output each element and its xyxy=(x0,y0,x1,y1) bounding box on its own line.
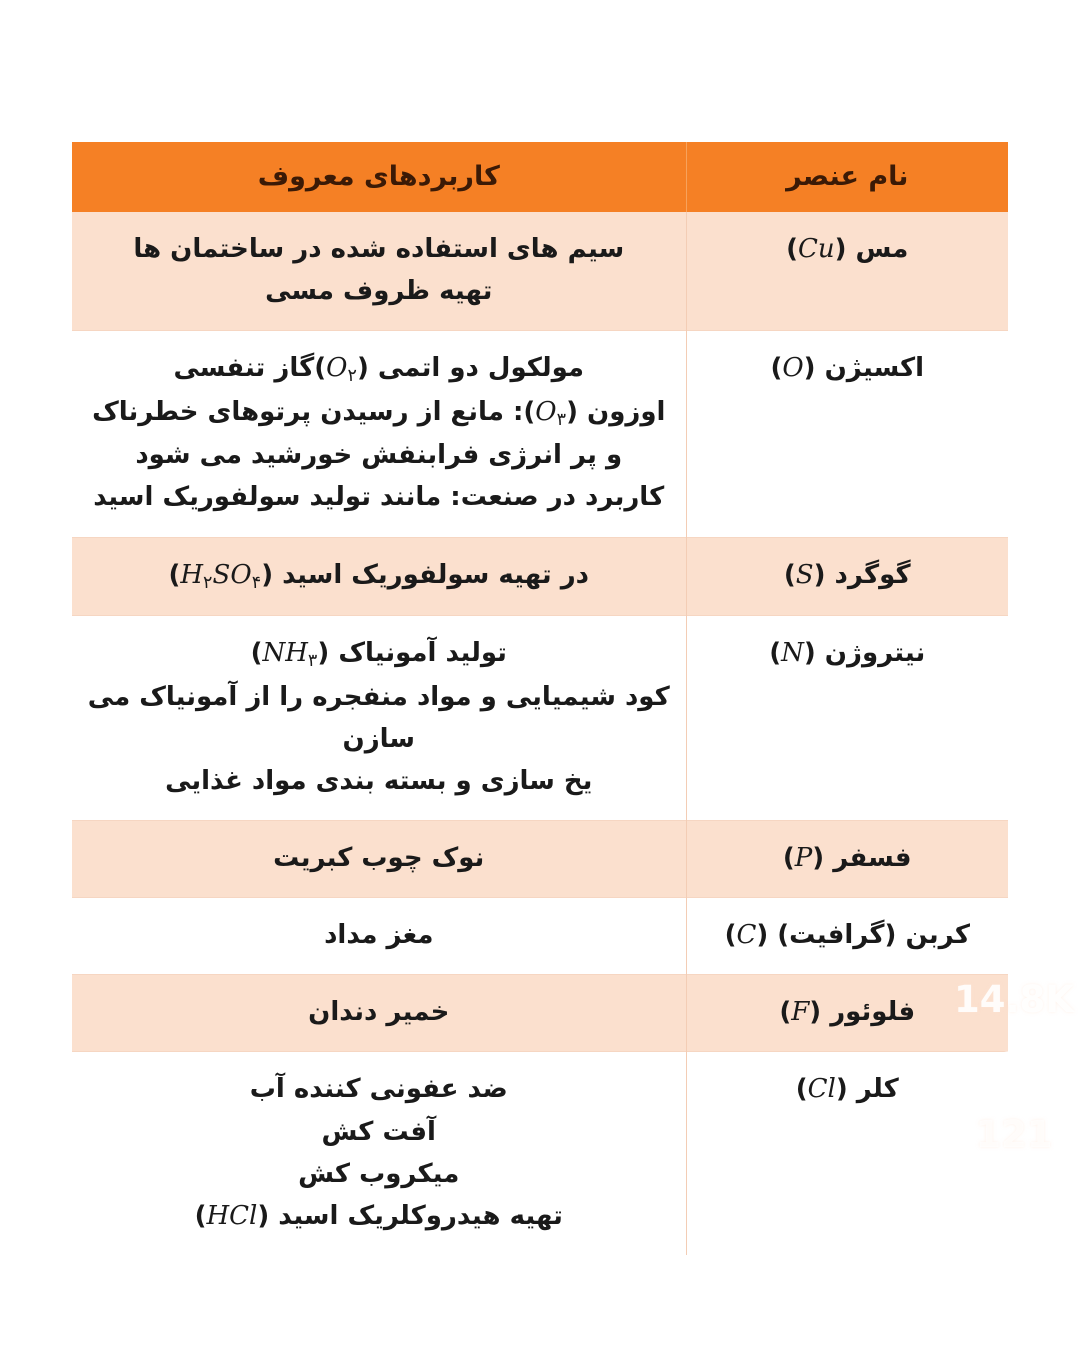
use-line: و پر انرژی فرابنفش خورشید می شود xyxy=(135,440,623,471)
use-line: کاربرد در صنعت: مانند تولید سولفوریک اسید xyxy=(93,482,665,513)
element-name-cell: اکسیژن (O) xyxy=(686,331,1008,537)
elements-table-container xyxy=(72,142,1008,1255)
table-row xyxy=(72,331,1008,537)
element-uses-cell xyxy=(72,898,686,975)
comment-count: 121 xyxy=(975,1112,1053,1156)
element-uses-cell xyxy=(72,616,686,821)
use-line: سازن xyxy=(342,723,415,754)
element-uses-cell xyxy=(72,212,686,331)
table-header xyxy=(72,142,1008,212)
table-row xyxy=(72,212,1008,331)
element-uses-cell xyxy=(72,975,686,1052)
use-line: نوک چوب کبریت xyxy=(273,843,485,874)
table-row xyxy=(72,537,1008,616)
table-row xyxy=(72,1052,1008,1255)
element-name-cell: فسفر (P) xyxy=(686,821,1008,898)
use-line: میکروب کش xyxy=(298,1158,460,1189)
use-line: تولید آمونیاک $(NH_۳)$ xyxy=(250,638,507,672)
element-name-cell: گوگرد (S) xyxy=(686,537,1008,616)
element-name-cell: نیتروژن (N) xyxy=(686,616,1008,821)
use-line: کود شیمیایی و مواد منفجره را از آمونیاک می xyxy=(87,681,670,712)
table-row xyxy=(72,975,1008,1052)
table-row xyxy=(72,821,1008,898)
use-line: تهیه هیدروکلریک اسید (HCl) xyxy=(194,1200,563,1231)
table-body xyxy=(72,212,1008,1255)
element-name-cell: مس (Cu) xyxy=(686,212,1008,331)
elements-table xyxy=(72,142,1008,1255)
table-row xyxy=(72,616,1008,821)
table-row xyxy=(72,898,1008,975)
like-count: 14.8K xyxy=(954,978,1074,1021)
use-line: مغز مداد xyxy=(324,920,434,951)
use-line: ضد عفونی کننده آب xyxy=(249,1074,508,1105)
use-line: تهیه ظروف مسی xyxy=(265,276,493,307)
element-name-cell: فلوئور (F) xyxy=(686,975,1008,1052)
column-header-famous-uses: کاربردهای معروف xyxy=(72,142,686,212)
element-name-cell: کلر (Cl) xyxy=(686,1052,1008,1255)
table-header-row xyxy=(72,142,1008,212)
use-line: خمیر دندان xyxy=(308,997,450,1028)
column-header-element-name: نام عنصر xyxy=(686,142,1008,212)
use-line: اوزون $(O_۳)$: مانع از رسیدن پرتوهای خطرناک xyxy=(92,396,666,430)
element-uses-cell xyxy=(72,821,686,898)
element-name-cell: کربن (گرافیت) (C) xyxy=(686,898,1008,975)
element-uses-cell xyxy=(72,331,686,537)
use-line: در تهیه سولفوریک اسید $(H_۲SO_۴)$ xyxy=(168,559,590,593)
use-line: مولکول دو اتمی $(O_۲)گاز$ تنفسی xyxy=(173,353,585,387)
use-line: آفت کش xyxy=(321,1116,436,1147)
use-line: سیم های استفاده شده در ساختمان ها xyxy=(133,234,625,264)
use-line: یخ سازی و بسته بندی مواد غذایی xyxy=(165,765,593,796)
element-uses-cell xyxy=(72,1052,686,1255)
element-uses-cell xyxy=(72,537,686,616)
